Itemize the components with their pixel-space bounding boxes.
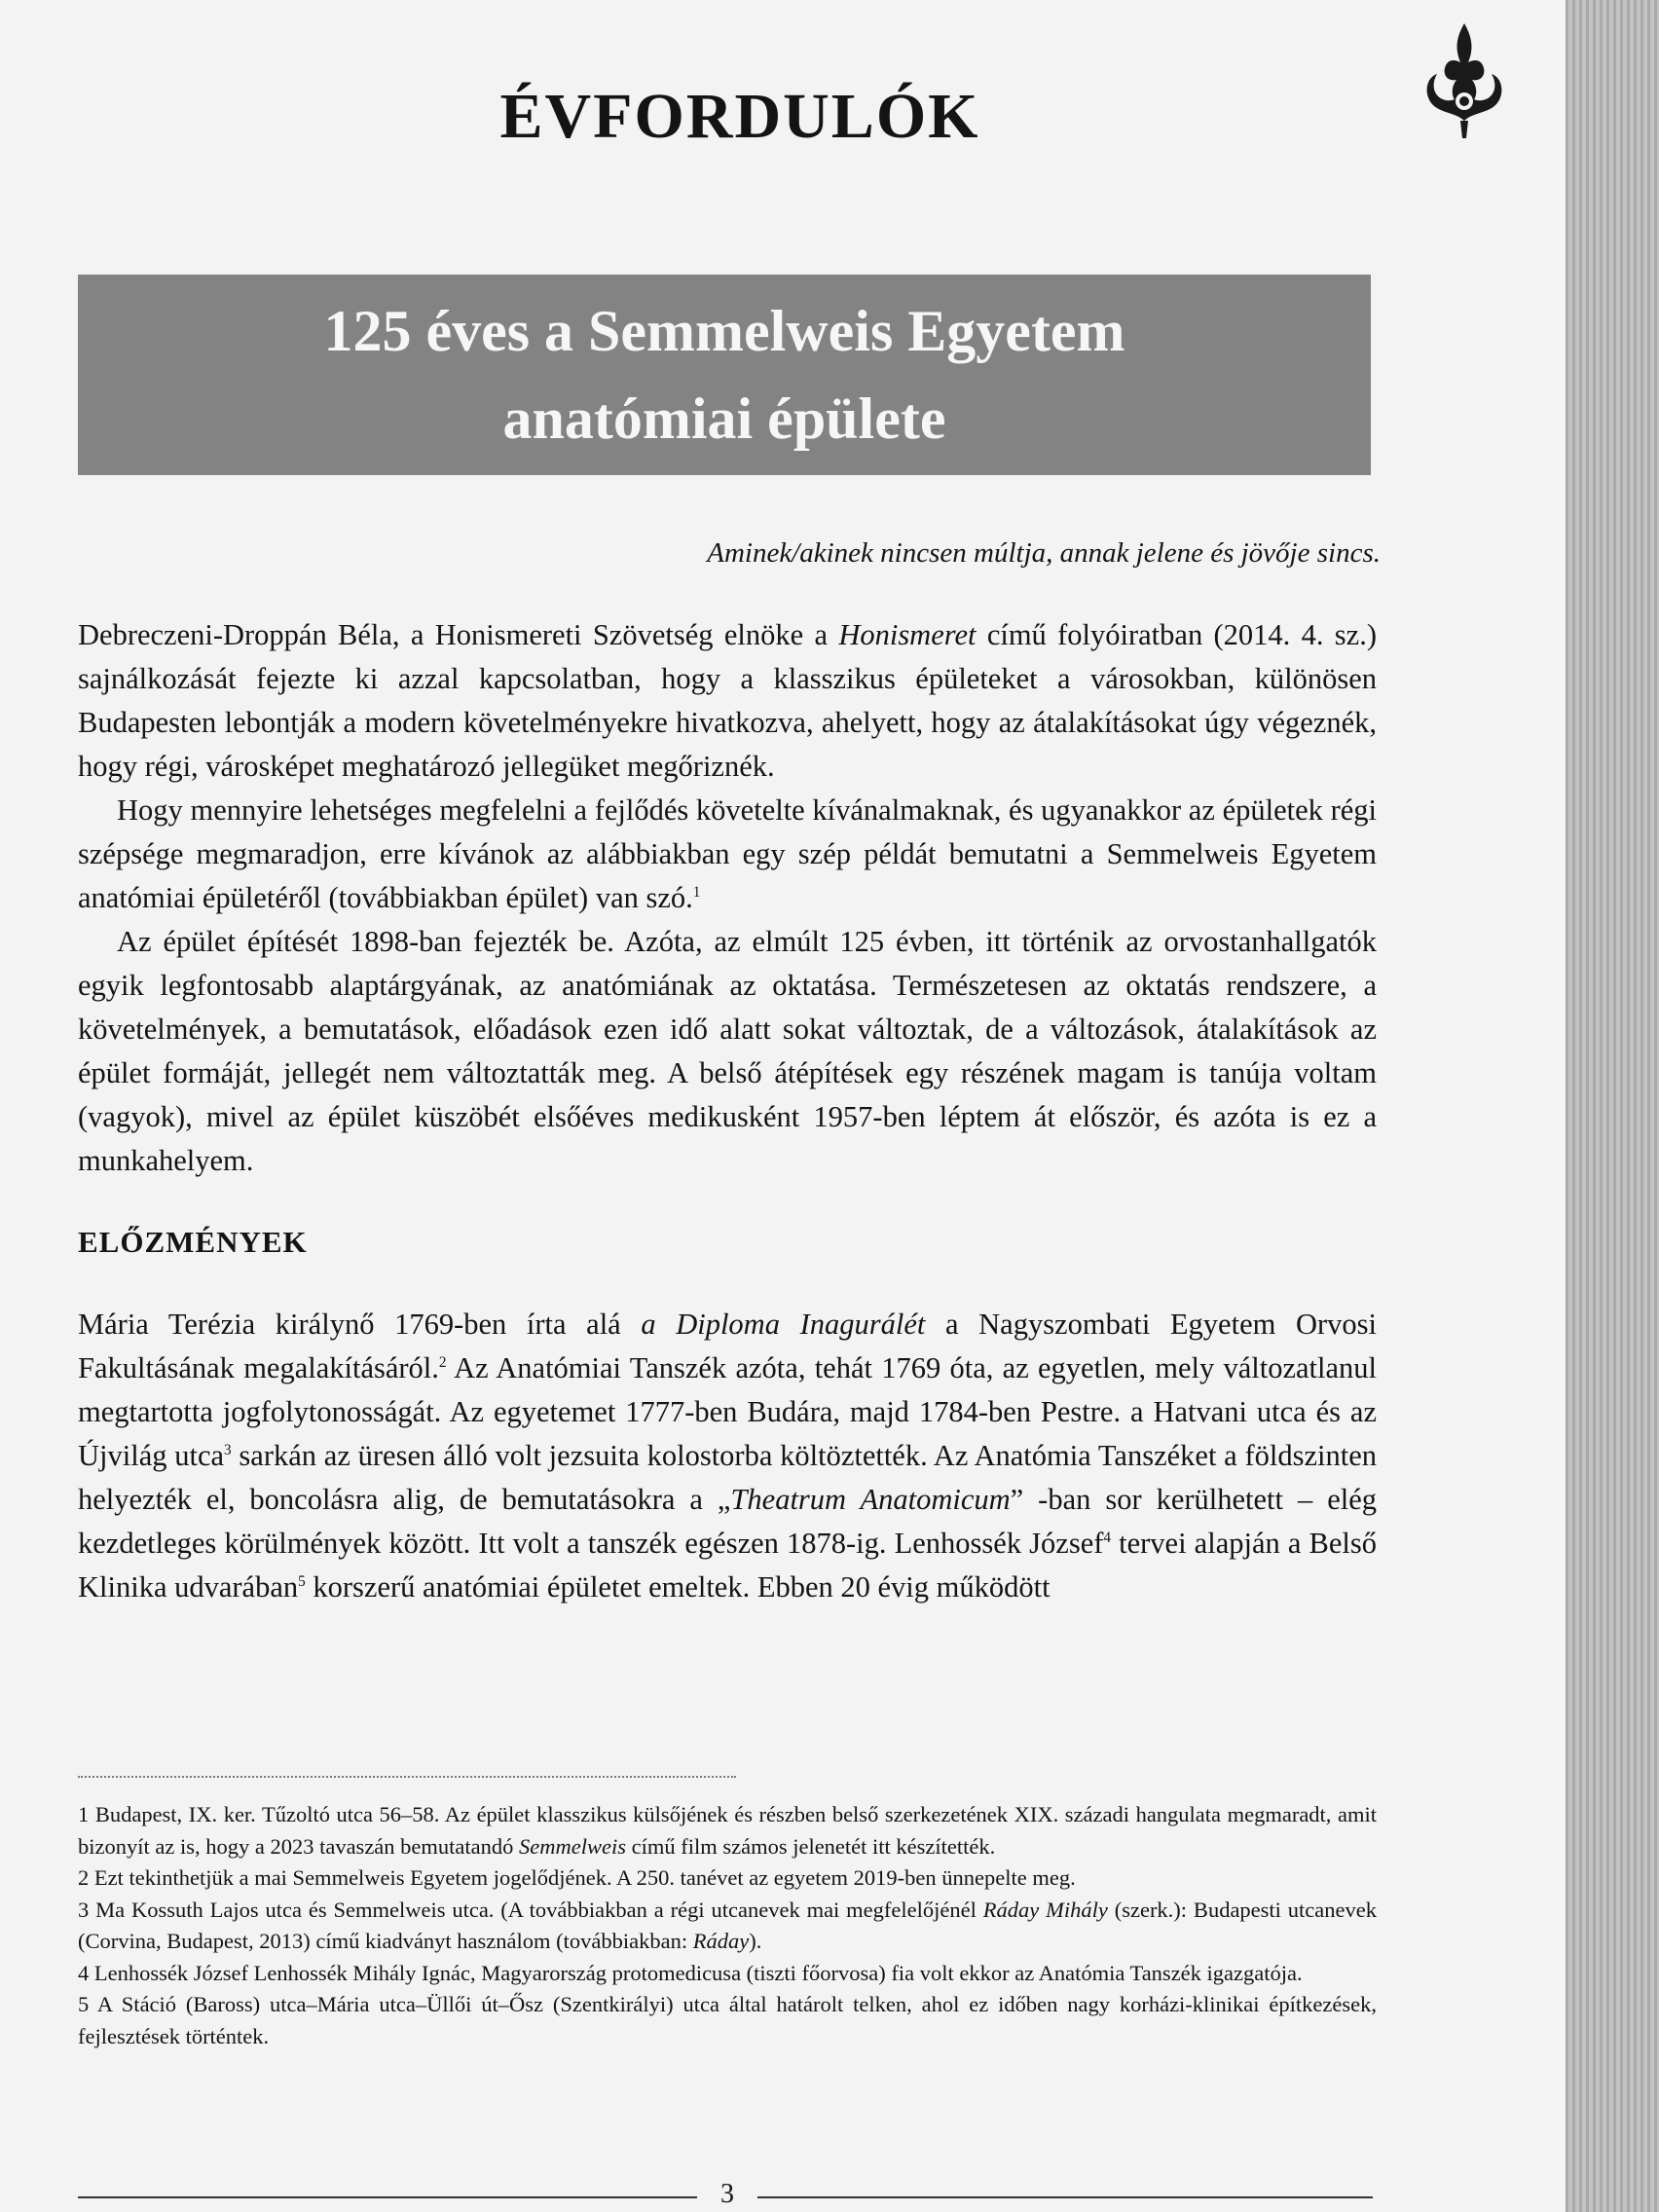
section-title: ÉVFORDULÓK	[499, 81, 980, 152]
footnotes	[78, 1799, 1377, 2052]
footnote-3-text: 3 Ma Kossuth Lajos utca és Semmelweis utca. (A továbbiakban a régi utcanevek mai megfelelőjénél	[78, 1897, 983, 1922]
paragraph-2-text: Hogy mennyire lehetséges megfelelni a fejlődés követelte kívánalmaknak, és ugyanakkor az épületek régi szépsége megmaradjon, erre kívánok az alábbiakban egy szép példát bemutatni a Semmelweis Egyetem anatómiai épületéről (továbbiakban épület) van szó.	[78, 793, 1377, 914]
paragraph-1	[78, 613, 1377, 789]
paragraph-4-text-c: Az Anatómiai Tanszék azóta, tehát 1769 óta, az egyetlen, mely változatlanul megtartotta jogfolytonosságát. Az egyetemet 1777-ben Budára, majd 1784-ben Pestre. a Hatvani utca és az Újvilág utca	[78, 1351, 1377, 1472]
footnote-ref-1: 1	[692, 883, 701, 901]
footnote-ref-2: 2	[438, 1353, 447, 1371]
article-body	[78, 613, 1377, 1609]
paragraph-4-text-f: tervei alapján a Belső Klinika udvarában	[78, 1527, 1377, 1604]
footnote-1	[78, 1799, 1377, 1862]
footnote-3-text-c: ).	[749, 1929, 762, 1953]
article-title	[238, 287, 1211, 462]
footnote-3-text-b: (szerk.): Budapesti utcanevek (Corvina, Budapest, 2013) című kiadványt használom (továbbiakban:	[78, 1897, 1377, 1953]
footnote-3	[78, 1895, 1377, 1958]
article-title-line-2: anatómiai épülete	[502, 387, 946, 451]
article-title-banner	[78, 275, 1371, 475]
paragraph-3: Az épület építését 1898-ban fejezték be. Azóta, az elmúlt 125 évben, itt történik az orvostanhallgatók egyik legfontosabb alaptárgyának, az anatómiának az oktatása. Természetesen az oktatás rendszere, a követelmények, a bemutatások, előadások ezen idő alatt sokat változtak, de a változások, átalakítások az épület formáját, jellegét nem változtatták meg. A belső átépítések egy részének magam is tanúja voltam (vagyok), mivel az épület küszöbét elsőéves medikusként 1957-ben léptem át először, és azóta is ez a munkahelyem.	[78, 925, 1377, 1177]
footnote-ref-4: 4	[1103, 1529, 1112, 1546]
footnote-ref-5: 5	[298, 1572, 306, 1590]
footnote-ref-3: 3	[224, 1441, 232, 1458]
diploma-title: a Diploma Inagurálét	[641, 1308, 926, 1341]
reference-short: Ráday	[692, 1929, 750, 1953]
section-heading: ELŐZMÉNYEK	[78, 1225, 308, 1259]
paragraph-4-text-b: a Nagyszombati Egyetem Orvosi Fakultásának megalakításáról.	[78, 1308, 1377, 1384]
film-title: Semmelweis	[519, 1833, 626, 1859]
reference-author: Ráday Mihály	[982, 1897, 1108, 1922]
article-title-line-1: 125 éves a Semmelweis Egyetem	[323, 299, 1125, 363]
footer-rule-left	[78, 2196, 697, 2198]
paragraph-4-text-e: ” -ban sor kerülhetett – elég kezdetleges körülmények között. Itt volt a tanszék egészen 1878-ig. Lenhossék József	[78, 1483, 1377, 1560]
paragraph-4-text: Mária Terézia királynő 1769-ben írta alá	[78, 1308, 642, 1341]
footnote-2: 2 Ezt tekinthetjük a mai Semmelweis Egyetem jogelődjének. A 250. tanévet az egyetem 2019-ben ünnepelte meg.	[78, 1865, 1076, 1890]
paragraph-4	[78, 1303, 1377, 1609]
paragraph-1-text: Debreczeni-Droppán Béla, a Honismereti Szövetség elnöke a	[78, 618, 839, 651]
journal-name: Honismeret	[838, 618, 977, 651]
footnote-5: 5 A Stáció (Baross) utca–Mária utca–Üllői út–Ősz (Szentkirályi) utca által határolt telken, ahol ez időben nagy korházi-klinikai építkezések, fejlesztések történtek.	[78, 1992, 1377, 2048]
paragraph-4-text-g: korszerű anatómiai épületet emeltek. Ebben 20 évig működött	[305, 1570, 1051, 1604]
epigraph: Aminek/akinek nincsen múltja, annak jelene és jövője sincs.	[707, 537, 1381, 569]
theatrum-anatomicum: Theatrum Anatomicum	[730, 1483, 1011, 1516]
page-number: 3	[720, 2179, 734, 2209]
footnote-1-text-cont: című film számos jelenetét itt készítették.	[625, 1833, 996, 1859]
paragraph-4-text-d: sarkán az üresen álló volt jezsuita kolostorba költöztették. Az Anatómia Tanszéket a földszinten helyezték el, boncolásra alig, de bemutatásokra a „	[78, 1439, 1377, 1516]
paragraph-2	[78, 789, 1377, 920]
book-page-edges	[1566, 0, 1659, 2212]
footer-rule-right	[757, 2196, 1373, 2198]
footnote-1-text: 1 Budapest, IX. ker. Tűzoltó utca 56–58. Az épület klasszikus külsőjének és részben belső szerkezetének XIX. századi hangulata megmaradt, amit bizonyít az is, hogy a 2023 tavaszán bemutatandó	[78, 1802, 1377, 1859]
paragraph-1-text-cont: című folyóiratban (2014. 4. sz.) sajnálkozását fejezte ki azzal kapcsolatban, hogy a klasszikus épületeket a városokban, különösen Budapesten lebontják a modern követelményekre hivatkozva, ahelyett, hogy az átalakításokat úgy végeznék, hogy régi, városképet meghatározó jellegüket megőriznék.	[78, 618, 1377, 783]
footnote-4: 4 Lenhossék József Lenhossék Mihály Ignác, Magyarország protomedicusa (tiszti főorvosa) fia volt ekkor az Anatómia Tanszék igazgatója.	[78, 1960, 1303, 1985]
footnote-divider	[78, 1776, 736, 1778]
